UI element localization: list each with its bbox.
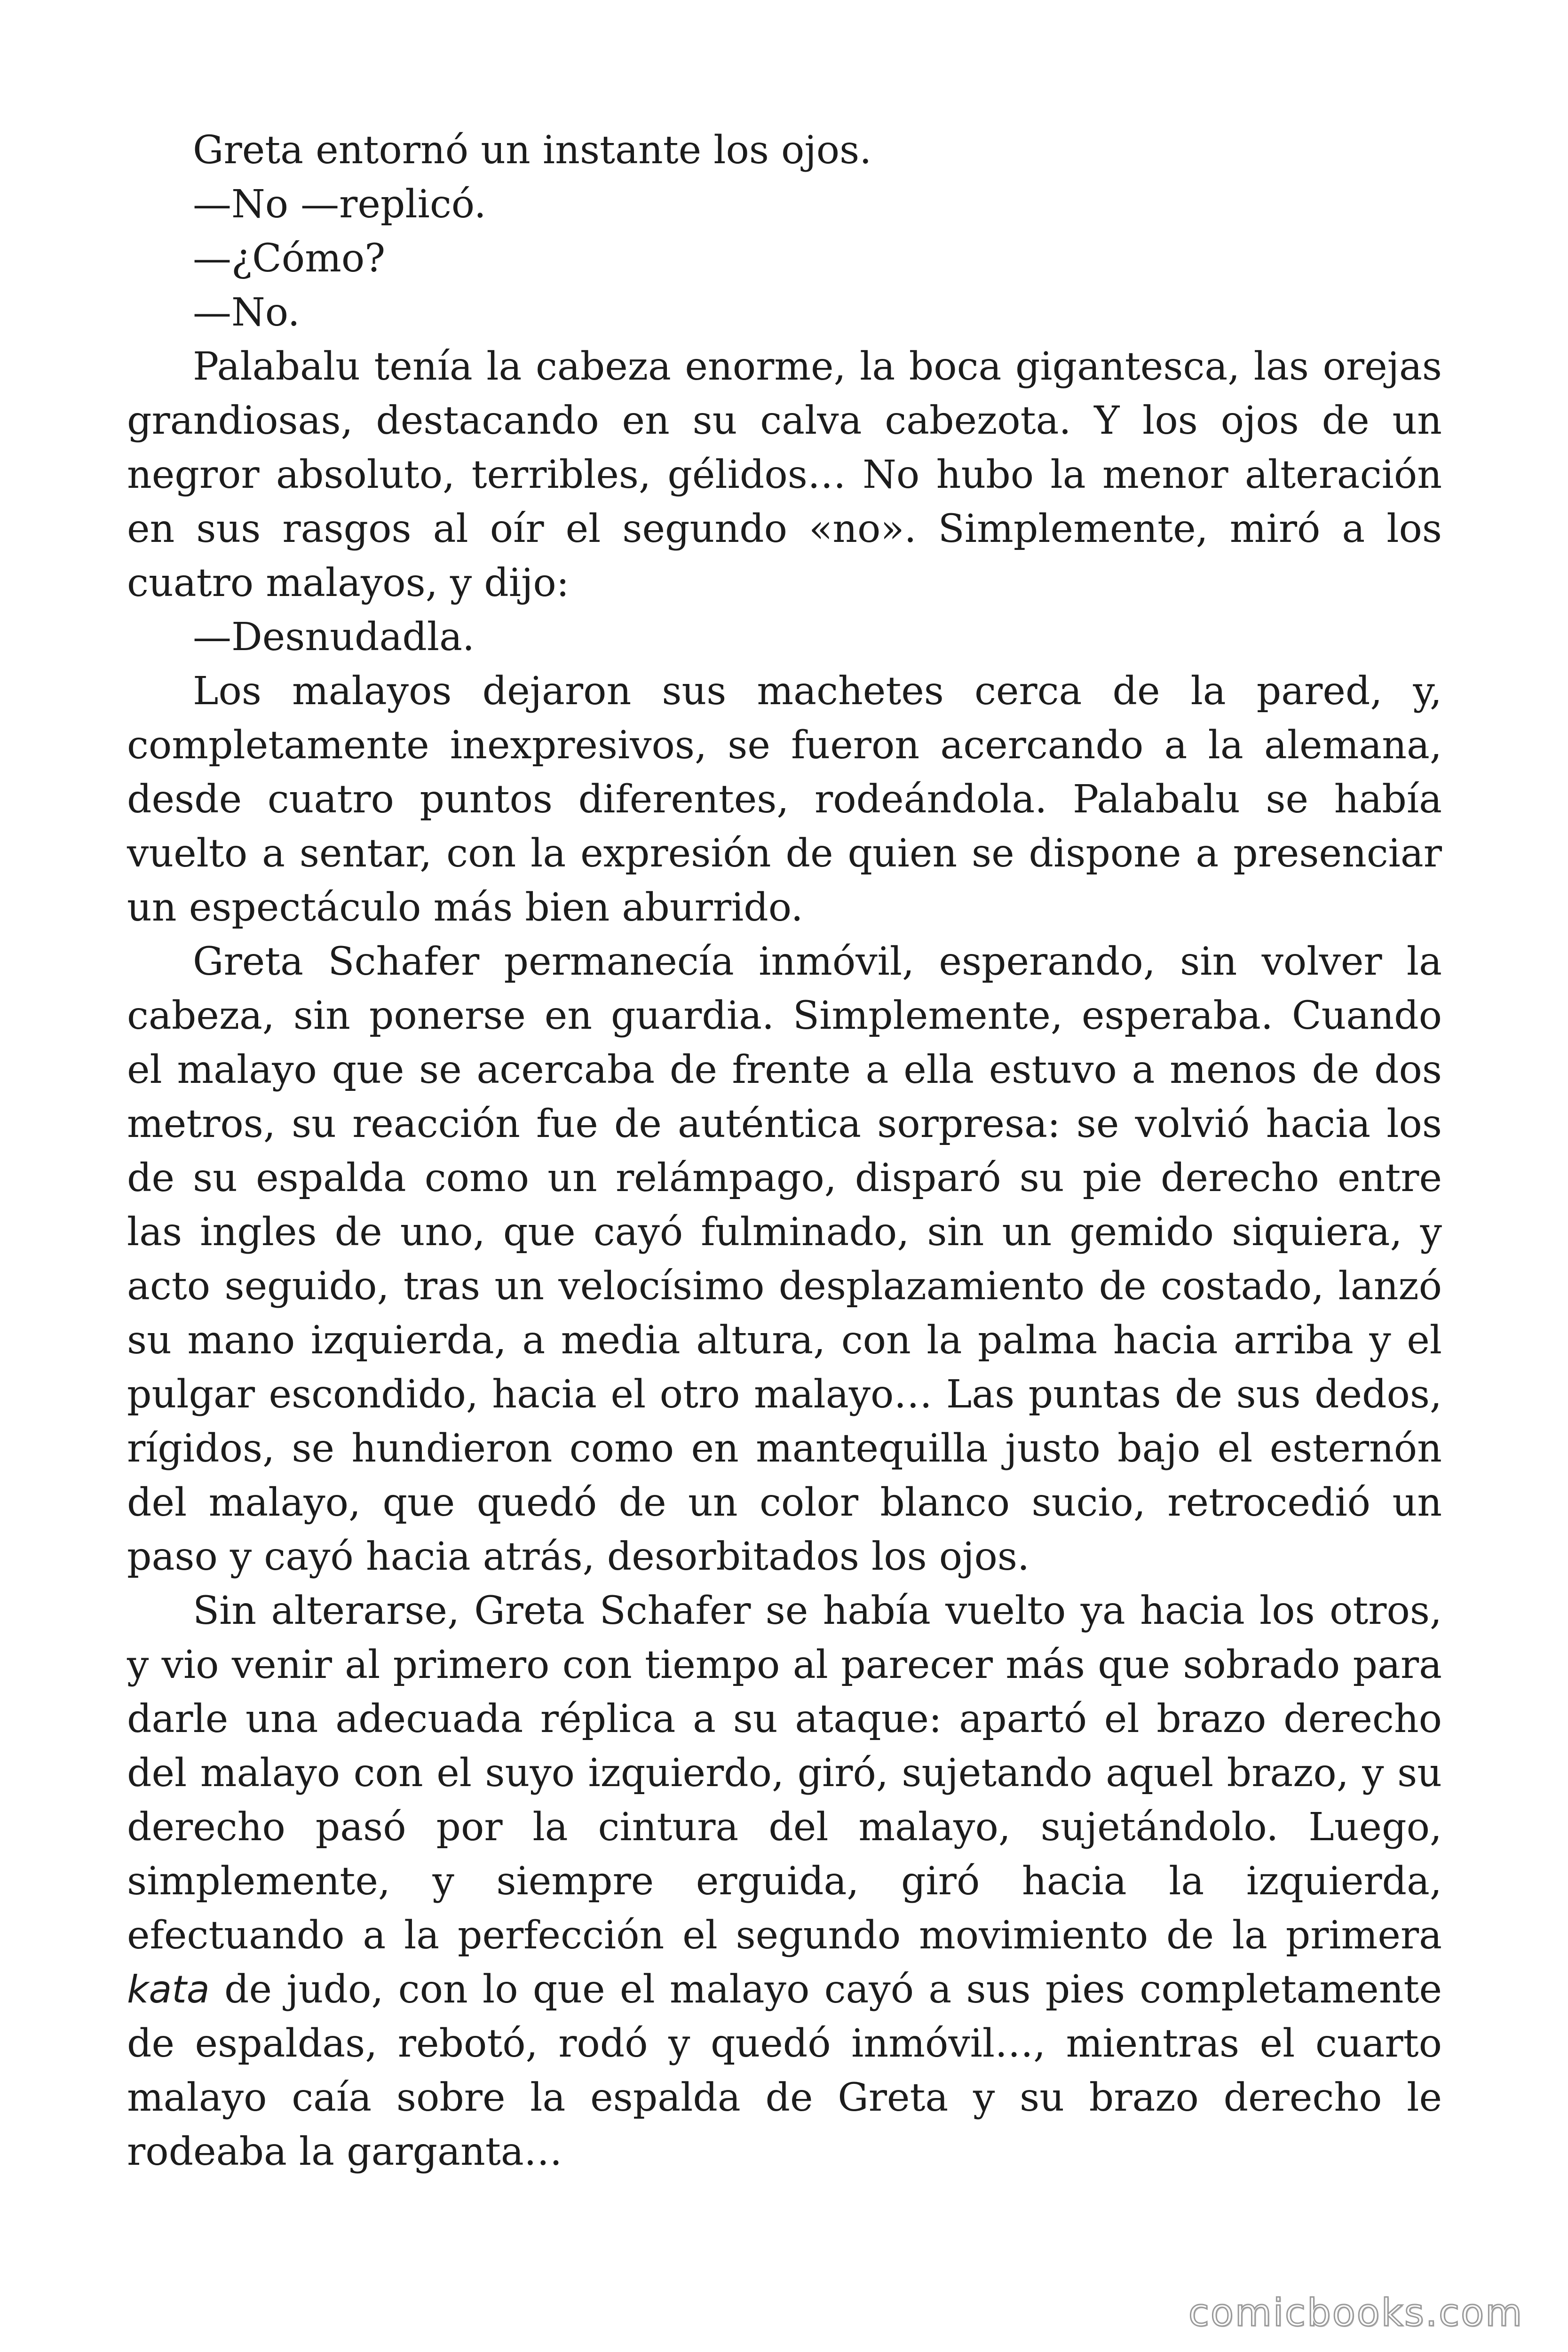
- text-run: Sin alterarse, Greta Schafer se había vuelto ya hacia los otros, y vio venir al primero con tiempo al parecer más que sobrado para darle una adecuada réplica a su ataque: apartó el brazo derecho del malayo con el suyo izquierdo, giró, sujetando aquel brazo, y su derecho pasó por la cintura del malayo, sujetándolo. Luego, simplemente, y siempre erguida, giró hacia la izquierda, efectuando a la perfección el segundo movimiento de la primera: [127, 1589, 1442, 1958]
- page-body: [127, 123, 1442, 2179]
- paragraph: Los malayos dejaron sus machetes cerca de la pared, y, completamente inexpresivos, se fueron acercando a la alemana, desde cuatro puntos diferentes, rodeándola. Palabalu se había vuelto a sentar, con la expresión de quien se dispone a presenciar un espectáculo más bien aburrido.: [127, 669, 1442, 930]
- paragraph: —No —replicó.: [193, 182, 486, 227]
- paragraph-last: [127, 1584, 1442, 2179]
- italic-term: kata: [127, 1968, 210, 2011]
- paragraph: Greta entornó un instante los ojos.: [193, 128, 872, 173]
- paragraph: —No.: [193, 290, 300, 335]
- paragraph: —Desnudadla.: [193, 615, 475, 660]
- paragraph: Greta Schafer permanecía inmóvil, esperando, sin volver la cabeza, sin ponerse en guardia. Simplemente, esperaba. Cuando el malayo que se acercaba de frente a ella estuvo a menos de dos metros, su reacción fue de auténtica sorpresa: se volvió hacia los de su espalda como un relámpago, disparó su pie derecho entre las ingles de uno, que cayó fulminado, sin un gemido siquiera, y acto seguido, tras un velocísimo desplazamiento de costado, lanzó su mano izquierda, a media altura, con la palma hacia arriba y el pulgar escondido, hacia el otro malayo… Las puntas de sus dedos, rígidos, se hundieron como en mantequilla justo bajo el esternón del malayo, que quedó de un color blanco sucio, retrocedió un paso y cayó hacia atrás, desorbitados los ojos.: [127, 939, 1442, 1579]
- watermark: comicbooks.com: [1188, 2291, 1523, 2335]
- text-run: de judo, con lo que el malayo cayó a sus pies completamente de espaldas, rebotó, rodó y quedó inmóvil…, mientras el cuarto malayo caía sobre la espalda de Greta y su brazo derecho le rodeaba la garganta…: [127, 1967, 1442, 2174]
- paragraph: Palabalu tenía la cabeza enorme, la boca gigantesca, las orejas grandiosas, destacando en su calva cabezota. Y los ojos de un negror absoluto, terribles, gélidos… No hubo la menor alteración en sus rasgos al oír el segundo «no». Simplemente, miró a los cuatro malayos, y dijo:: [127, 344, 1442, 605]
- paragraph: —¿Cómo?: [193, 236, 386, 281]
